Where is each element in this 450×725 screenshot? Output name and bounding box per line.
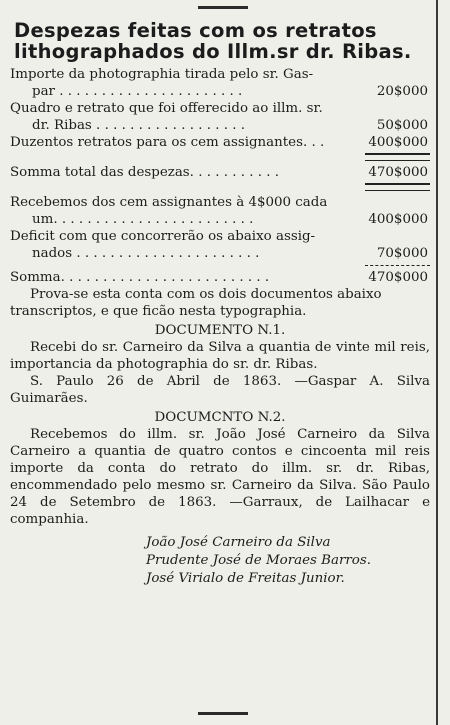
article [10, 20, 430, 588]
doc1-dateline: S. Paulo 26 de Abril de 1863. —Gaspar A. Silva Guimarães. [10, 374, 430, 406]
signature-line: Prudente José de Moraes Barros. [146, 553, 371, 568]
top-rule [198, 6, 248, 9]
expense-text: Duzentos retratos para os cem assignantes. . . [10, 135, 325, 150]
receipt-text-cont: um. . . . . . . . . . . . . . . . . . . . . . . . [32, 212, 254, 227]
receipt-amount: 400$000 [368, 212, 428, 227]
total-label: Somma total das despezas. . . . . . . . . . . [10, 165, 280, 180]
expense-text: Quadro e retrato que foi offerecido ao illm. sr. [10, 101, 323, 116]
doc1-heading: DOCUMENTO N.1. [154, 323, 286, 338]
total-amount: 470$000 [368, 165, 428, 180]
total-row [10, 164, 430, 181]
signature-line: José Virialo de Freitas Junior. [146, 571, 345, 586]
receipt-entry [10, 228, 430, 262]
expense-amount: 20$000 [376, 84, 428, 99]
expense-entry [10, 134, 430, 151]
expense-amount: 400$000 [368, 135, 428, 150]
receipt-text: Recebemos dos cem assignantes à 4$000 cada [10, 195, 328, 210]
sum-rule-dashed [365, 265, 430, 266]
receipt-amount: 70$000 [376, 246, 428, 261]
receipt-text-cont: nados . . . . . . . . . . . . . . . . . . . . . . [32, 246, 260, 261]
expense-text: Importe da photographia tirada pelo sr. Gas- [10, 67, 314, 82]
sum-rule [365, 153, 430, 161]
bottom-rule [198, 712, 248, 715]
column-rule [436, 0, 438, 725]
expense-amount: 50$000 [376, 118, 428, 133]
doc1-body: Recebi do sr. Carneiro da Silva a quantia de vinte mil reis, importancia da photographia do sr. dr. Ribas. [10, 340, 430, 372]
somma-amount: 470$000 [368, 270, 428, 285]
title-line-2: lithographados do Illm.sr dr. Ribas. [14, 40, 412, 63]
doc2-body: Recebemos do illm. sr. João José Carneiro da Silva Carneiro a quantia de quatro contos e cincoenta mil reis importe da conta do retrato do illm. sr. dr. Ribas, encommendado pelo mesmo sr. Carneiro da Silva. São Paulo 24 de Setembro de 1863. —Garraux, de Lailhacar e companhia. [10, 427, 430, 527]
title-line-1: Despezas feitas com os retratos [14, 19, 377, 42]
receipt-entry [10, 194, 430, 228]
somma-row [10, 269, 430, 286]
doc2-heading: DOCUMCNTO N.2. [154, 410, 286, 425]
expense-text-cont: dr. Ribas . . . . . . . . . . . . . . . . . . [32, 118, 246, 133]
article-title [10, 20, 430, 62]
sum-rule [365, 183, 430, 191]
receipt-text: Deficit com que concorrerão os abaixo assig- [10, 229, 316, 244]
somma-label: Somma. . . . . . . . . . . . . . . . . . . . . . . . . [10, 270, 270, 285]
expense-entry [10, 66, 430, 100]
proof-paragraph: Prova-se esta conta com os dois documentos abaixo transcriptos, e que ficão nesta typographia. [10, 287, 382, 319]
expense-text-cont: par . . . . . . . . . . . . . . . . . . . . . . [32, 84, 243, 99]
signature-line: João José Carneiro da Silva [146, 535, 331, 550]
expense-entry [10, 100, 430, 134]
